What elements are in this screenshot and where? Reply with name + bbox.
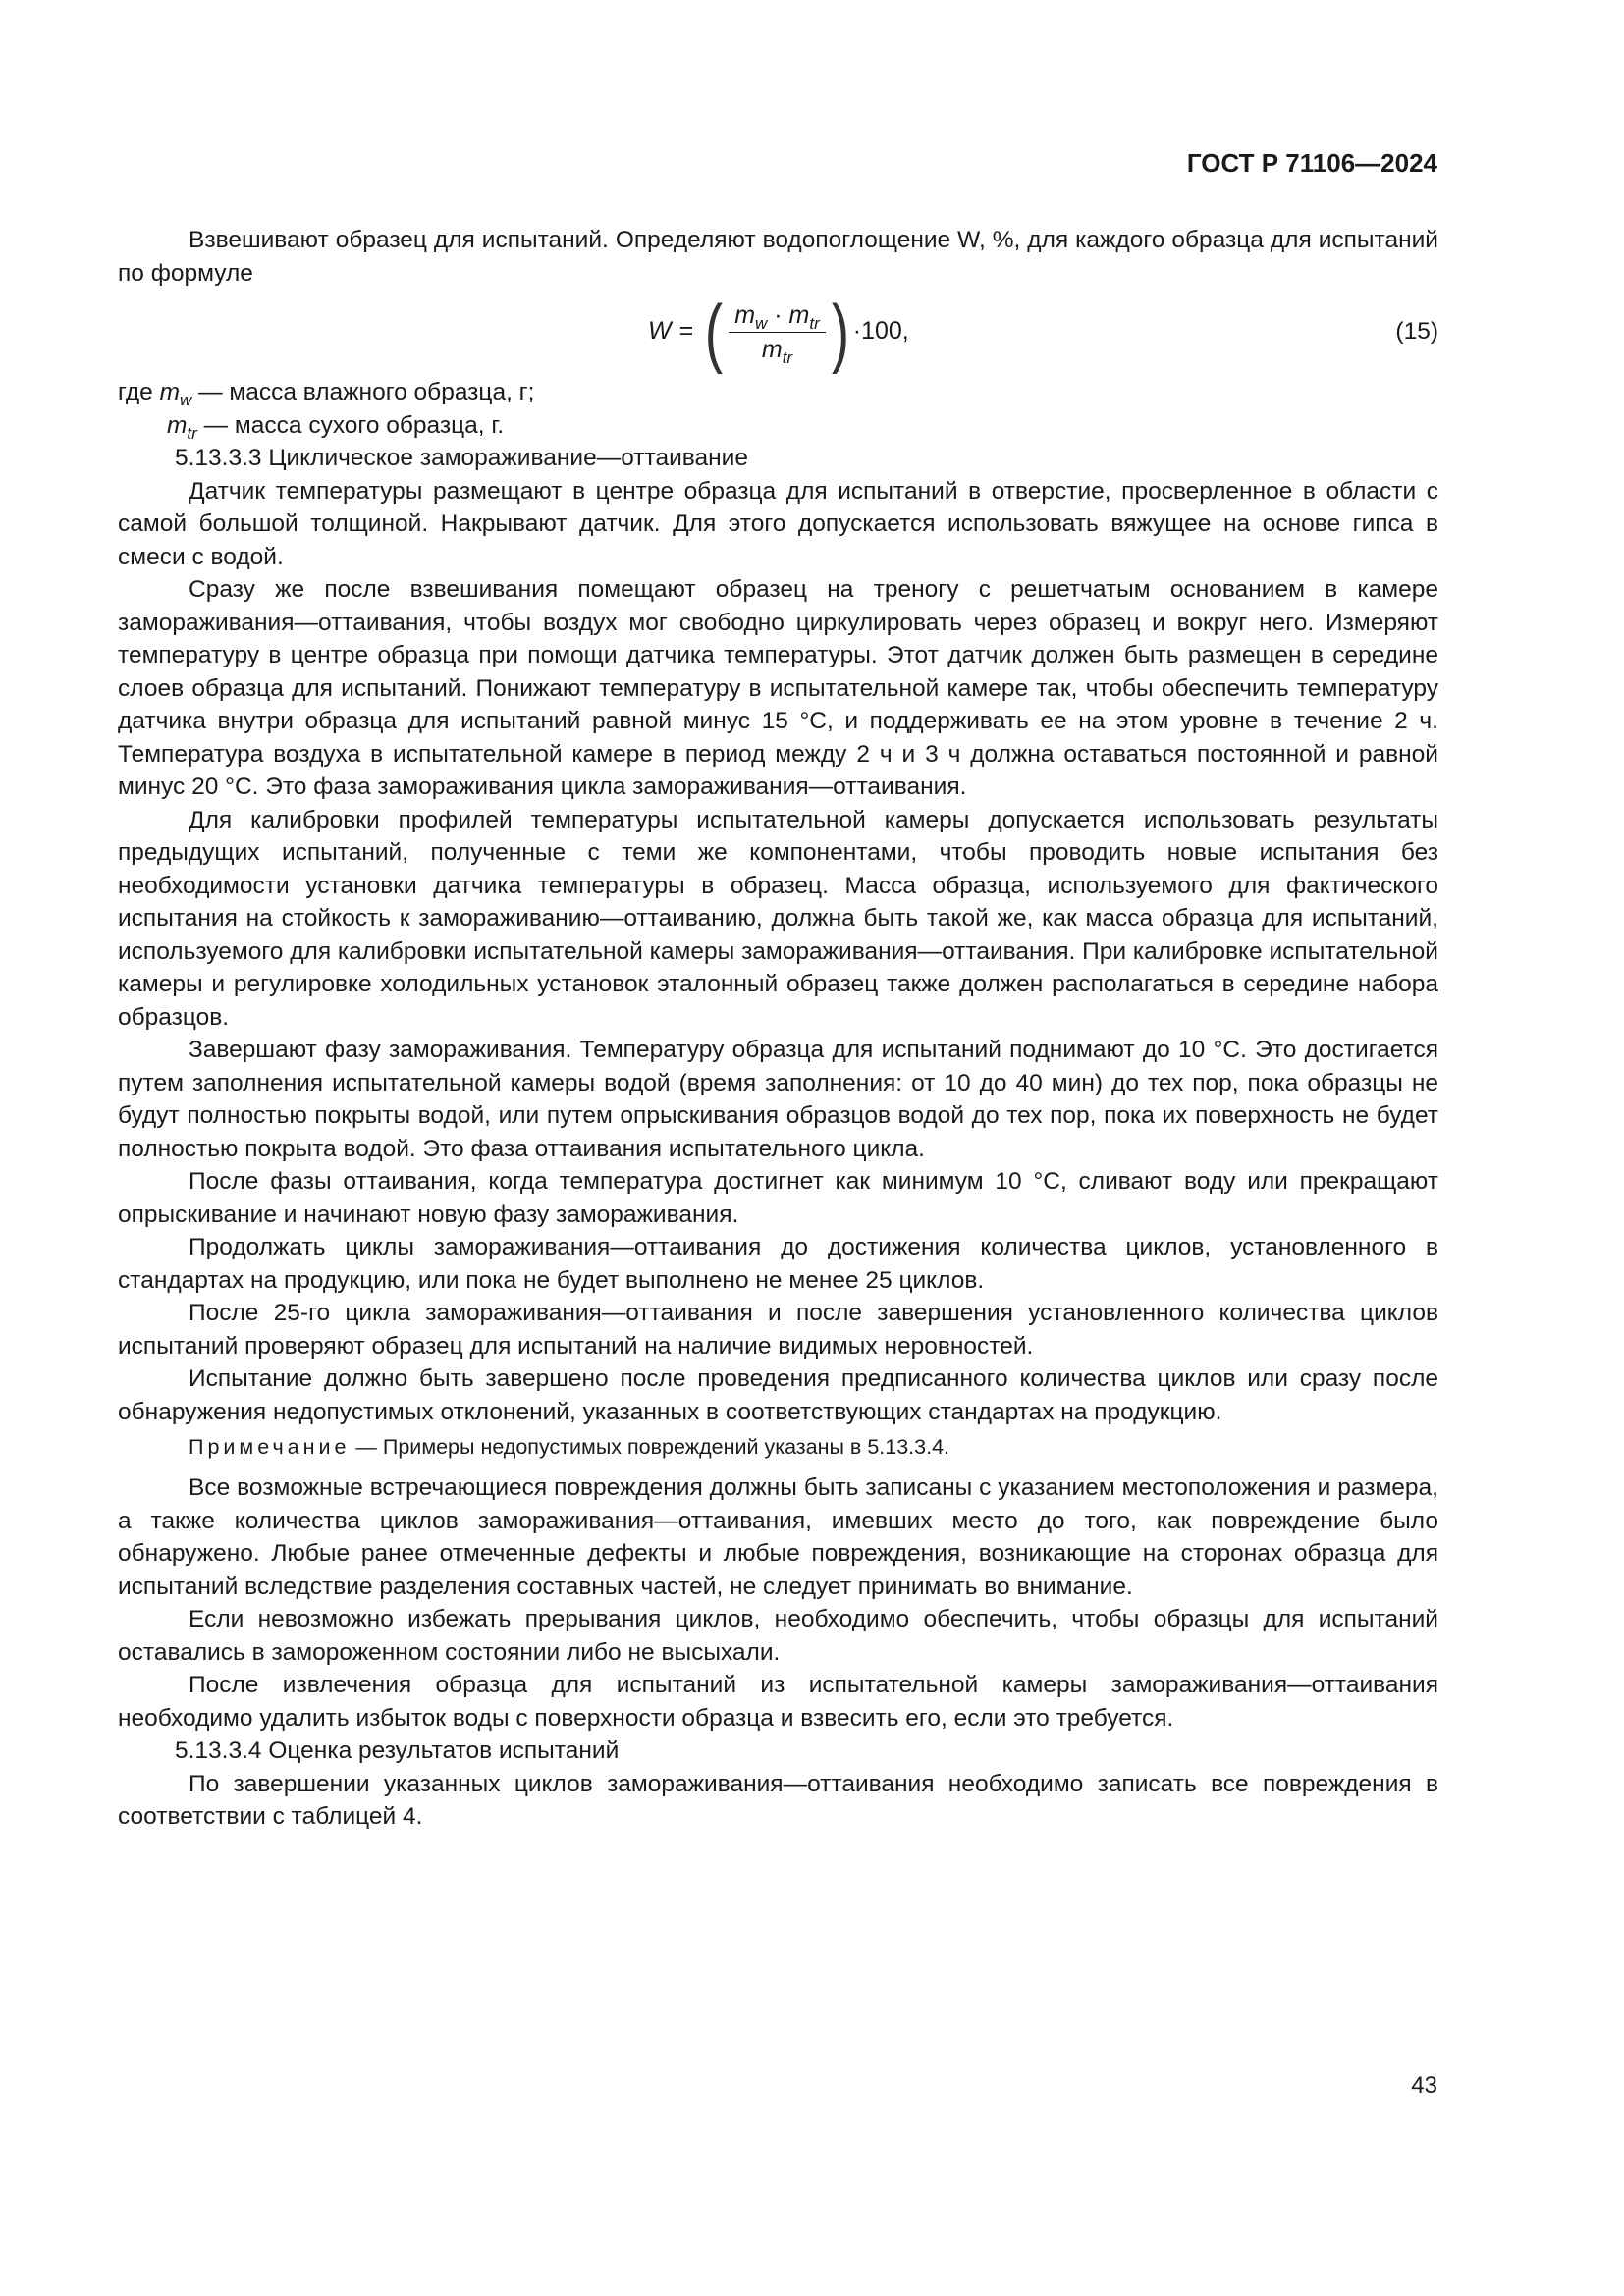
document-body (118, 224, 1438, 1834)
section-heading-5-13-3-4: 5.13.3.4 Оценка результатов испытаний (175, 1737, 620, 1764)
paragraph: Завершают фазу замораживания. Температуру образца для испытаний поднимают до 10 °С. Это достигается путем заполнения испытательной камеры водой (время заполнения: от 10 до 40 мин) до тех пор, пока образцы не будут полностью покрыты водой, или путем опрыскивания образцов водой до тех пор, пока их поверхность не будет полностью покрыта водой. Это фаза оттаивания испытательного цикла. (118, 1037, 1438, 1162)
document-header: ГОСТ Р 71106—2024 (1186, 148, 1437, 178)
right-paren: ) (831, 289, 849, 375)
left-paren: ( (705, 289, 724, 375)
formula-factor: ·100, (852, 317, 909, 346)
intro-paragraph: Взвешивают образец для испытаний. Определяют водопоглощение W, %, для каждого образца для испытаний по формуле (118, 227, 1438, 287)
formula-fraction (729, 300, 826, 367)
section-heading-5-13-3-3: 5.13.3.3 Циклическое замораживание—оттаивание (175, 445, 748, 471)
note-label: Примечание (189, 1435, 351, 1459)
formula-equals: = (678, 317, 694, 346)
paragraph: После извлечения образца для испытаний из испытательной камеры замораживания—оттаивания необходимо удалить избыток воды с поверхности образца и взвесить его, если это требуется. (118, 1672, 1438, 1732)
paragraph: Испытание должно быть завершено после проведения предписанного количества циклов или сразу после обнаружения недопустимых отклонений, указанных в соответствующих стандартах на продукцию. (118, 1365, 1438, 1425)
paragraph: Все возможные встречающиеся повреждения должны быть записаны с указанием местоположения и размера, а также количества циклов замораживания—оттаивания, имевших место до того, как повреждение было обнаружено. Любые ранее отмеченные дефекты и любые повреждения, возникающие на сторонах образца для испытаний вследствие разделения составных частей, не следует принимать во внимание. (118, 1474, 1438, 1600)
fraction-denominator: $m_{tr}$ (761, 335, 793, 367)
water-absorption-formula (648, 289, 909, 375)
legend-line-mtr: $m_{tr}$ — масса сухого образца, г. (167, 411, 505, 443)
final-paragraph: По завершении указанных циклов замораживания—оттаивания необходимо записать все повреждения в соответствии с таблицей 4. (118, 1770, 1438, 1830)
paragraph: Датчик температуры размещают в центре образца для испытаний в отверстие, просверленное в области с самой большой толщиной. Накрывают датчик. Для этого допускается использовать вяжущее на основе гипса в смеси с водой. (118, 477, 1438, 570)
note (118, 1432, 1438, 1462)
paragraph: Если невозможно избежать прерывания циклов, необходимо обеспечить, чтобы образцы для испытаний оставались в замороженном состоянии либо не высыхали. (118, 1606, 1438, 1666)
paragraph: После 25-го цикла замораживания—оттаивания и после завершения установленного количества циклов испытаний проверяют образец для испытаний на наличие видимых неровностей. (118, 1300, 1438, 1360)
paragraph: После фазы оттаивания, когда температура достигнет как минимум 10 °С, сливают воду или прекращают опрыскивание и начинают новую фазу замораживания. (118, 1168, 1438, 1228)
formula-number: (15) (1395, 318, 1438, 345)
fraction-numerator: $m_w \cdot m_{tr}$ (729, 300, 826, 333)
formula-lhs: W (648, 317, 672, 346)
legend-line-mw: где $m_w$ — масса влажного образца, г; (118, 379, 535, 409)
paragraph: Для калибровки профилей температуры испытательной камеры допускается использовать результаты предыдущих испытаний, полученные с теми же компонентами, чтобы проводить новые испытания без необходимости установки датчика температуры в образец. Масса образца, используемого для фактического испытания на стойкость к замораживанию—оттаиванию, должна быть такой же, как масса образца для испытаний, используемого для калибровки испытательной камеры замораживания—оттаивания. При калибровке испытательной камеры и регулировке холодильных установок эталонный образец также должен располагаться в середине набора образцов. (118, 806, 1438, 1031)
note-text: — Примеры недопустимых повреждений указаны в 5.13.3.4. (350, 1435, 949, 1459)
formula-15 (118, 289, 1438, 375)
formula-legend (118, 376, 1438, 442)
paragraph: Сразу же после взвешивания помещают образец на треногу с решетчатым основанием в камере замораживания—оттаивания, чтобы воздух мог свободно циркулировать через образец и вокруг него. Измеряют температуру в центре образца при помощи датчика температуры. Этот датчик должен быть размещен в середине слоев образца для испытаний. Понижают температуру в испытательной камере так, чтобы обеспечить температуру датчика внутри образца для испытаний равной минус 15 °С, и поддерживать ее на этом уровне в течение 2 ч. Температура воздуха в испытательной камере в период между 2 ч и 3 ч должна оставаться постоянной и равной минус 20 °С. Это фаза замораживания цикла замораживания—оттаивания. (118, 576, 1438, 800)
paragraph: Продолжать циклы замораживания—оттаивания до достижения количества циклов, установленного в стандартах на продукцию, или пока не будет выполнено не менее 25 циклов. (118, 1234, 1438, 1294)
page-number: 43 (1411, 2072, 1437, 2099)
